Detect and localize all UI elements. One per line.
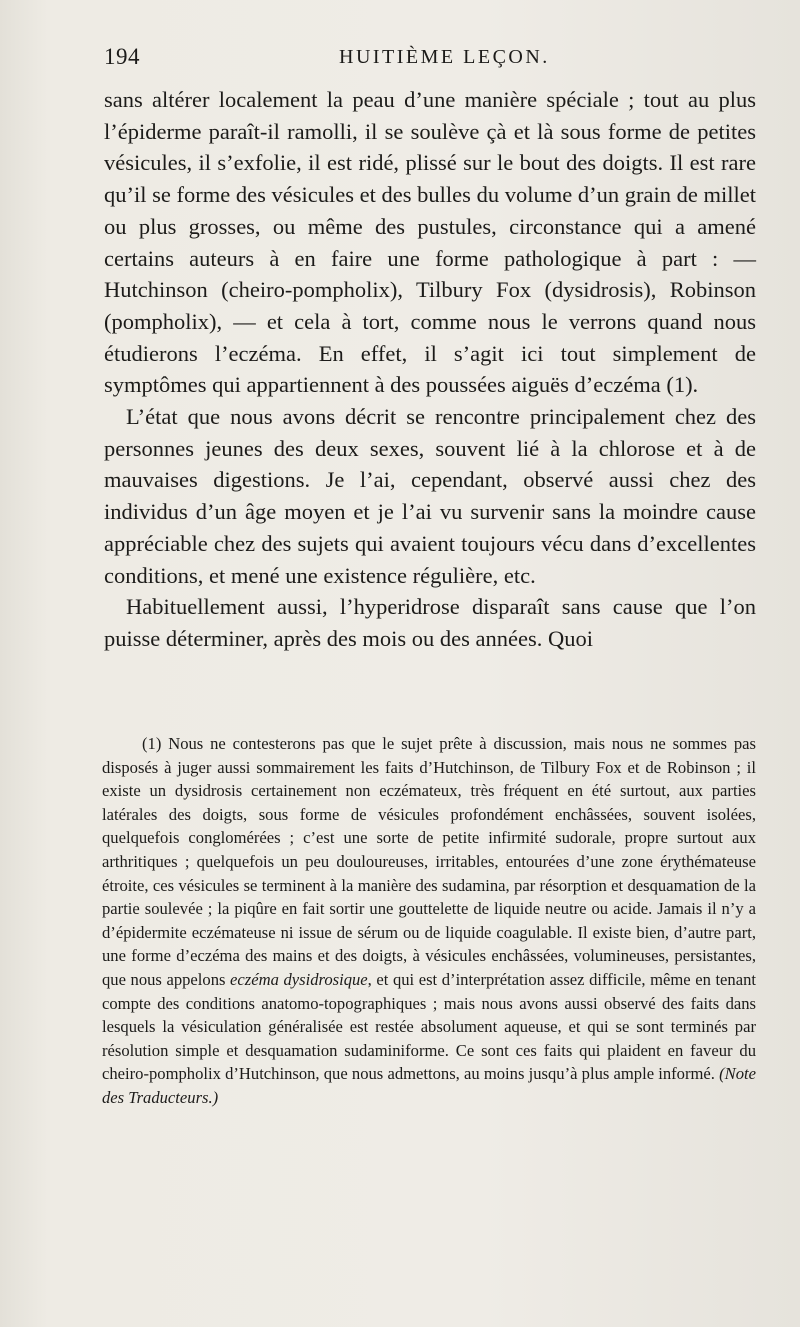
page-number: 194 — [104, 44, 140, 69]
footnote-text-part: (1) Nous ne contesterons pas que le sujet prête à discussion, mais nous ne sommes pas disposés à juger aussi sommairement les faits d’Hutchinson, de Tilbury Fox et de Robinson ; il existe un dysidrosis certainement non eczémateux, très fréquent en été surtout, aux parties latérales des doigts, sous forme de vésicules profondément enchâssées, souvent isolées, quelquefois conglomérées ; c’est une sorte de petite infirmité sudorale, propre surtout aux arthritiques ; quelquefois un peu douloureuses, irritables, entourées d’une zone érythémateuse étroite, ces vésicules se terminent à la manière des sudamina, par résorption et desquamation de la partie soulevée ; la piqûre en fait sortir une gouttelette de liquide neutre ou acide. Jamais il n’y a d’épidermite eczémateuse ni issue de sérum ou de liquide coagulable. Il existe bien, d’autre part, une forme d’eczéma des mains et des doigts, à vésicules enchâssées, volumineuses, persistantes, que nous appelons — [102, 734, 756, 989]
footnote — [102, 732, 756, 1110]
footnote-attribution: (Note des Traducteurs.) — [102, 1064, 756, 1107]
paragraph: Habituellement aussi, l’hyperidrose disparaît sans cause que l’on puisse déterminer, après des mois ou des années. Quoi — [104, 594, 756, 651]
paragraph: L’état que nous avons décrit se rencontre principalement chez des personnes jeunes des deux sexes, souvent lié à la chlorose et à de mauvaises digestions. Je l’ai, cependant, observé aussi chez des individus d’un âge moyen et je l’ai vu survenir sans la moindre cause appréciable chez des sujets qui avaient toujours vécu dans d’excellentes conditions, et mené une existence régulière, etc. — [104, 404, 756, 588]
footnote-italic-term: eczéma dysidrosique — [230, 969, 368, 989]
footnote-text — [102, 732, 756, 1110]
main-text — [104, 84, 756, 655]
running-head: HUITIÈME LEÇON. — [339, 46, 550, 68]
page-header — [104, 44, 704, 80]
footnote-text-part: , et qui est d’interprétation assez difficile, même en tenant compte des conditions anatomo-topographiques ; mais nous avons aussi observé des faits dans lesquels la vésiculation généralisée est restée absolument aqueuse, et qui se sont terminés par résolution simple et desquamation sudaminiforme. Ce sont ces faits qui plaident en faveur du cheiro-pompholix d’Hutchinson, que nous admettons, au moins jusqu’à plus ample informé. — [102, 969, 756, 1084]
paragraph-continued: sans altérer localement la peau d’une manière spéciale ; tout au plus l’épiderme paraît-il ramolli, il se soulève çà et là sous forme de petites vésicules, il s’exfolie, il est ridé, plissé sur le bout des doigts. Il est rare qu’il se forme des vésicules et des bulles du volume d’un grain de millet ou plus grosses, ou même des pustules, circonstance qui a amené certains auteurs à en faire une forme pathologique à part : — Hutchinson (cheiro-pompholix), Tilbury Fox (dysidrosis), Robinson (pompholix), — et cela à tort, comme nous le verrons quand nous étudierons l’eczéma. En effet, il s’agit ici tout simplement de symptômes qui appartiennent à des poussées aiguës d’eczéma (1). — [104, 87, 756, 398]
